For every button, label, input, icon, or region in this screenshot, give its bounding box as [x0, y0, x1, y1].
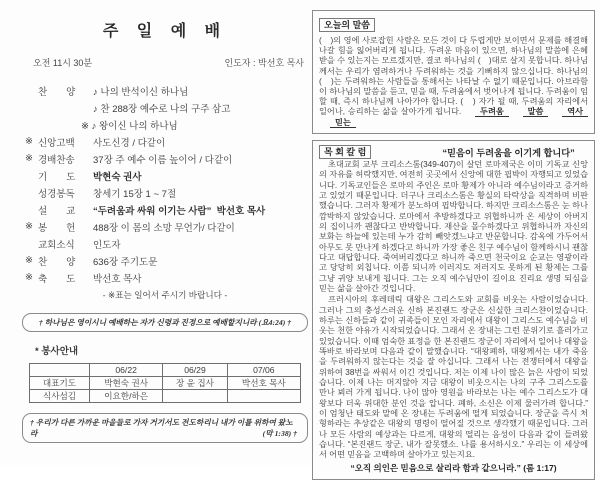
todays-word-heading: 오늘의 말씀 [319, 18, 375, 32]
order-item-content: 박현숙 권사 [93, 171, 142, 183]
stand-marker: ※ [25, 272, 33, 283]
page-title: 주 일 예 배 [102, 23, 228, 40]
worship-order-section [22, 18, 308, 443]
order-item-offering [22, 218, 308, 235]
table-header-cell: 06/22 [90, 364, 163, 377]
table-cell: 장 윤 집사 [163, 377, 227, 390]
articles-section [312, 10, 595, 480]
table-header-cell: 06/29 [163, 364, 227, 377]
order-item-label: 교회소식 [38, 239, 75, 251]
order-item-benediction [22, 269, 308, 286]
order-item-content: 박선호 목사 [93, 273, 142, 285]
row-label: 식사섬김 [30, 390, 90, 403]
service-guide-heading: * 봉사안내 [35, 346, 79, 357]
pastoral-column-box [312, 140, 595, 480]
answer-word: 말씀 [523, 107, 549, 117]
pastoral-column-header [319, 145, 588, 159]
order-item-label: 기 도 [38, 171, 76, 183]
order-item-praise-2 [22, 99, 308, 116]
row-label: 대표기도 [30, 377, 90, 390]
table-header-cell [30, 364, 90, 377]
order-item-content: 창세기 15장 1 ~ 7절 [93, 188, 177, 200]
order-item-label: 축 도 [38, 273, 76, 285]
todays-word-body [319, 36, 588, 128]
order-item-hymn [22, 150, 308, 167]
order-item-content: ♪ 나의 반석이신 하나님 [93, 86, 189, 98]
verse-box-bottom [22, 413, 308, 443]
answer-word: 믿는 [330, 118, 356, 128]
verse-box-top: † 하나님은 영이시니 예배하는 자가 신령과 진정으로 예배할지니라 (요4:24) † [22, 313, 308, 332]
order-item-content: 사도신경 / 다같이 [93, 137, 166, 149]
order-item-label: 경배찬송 [38, 154, 75, 166]
order-item-content: 488장 이 몸의 소망 무언가/ 다같이 [93, 222, 235, 234]
todays-word-text: ( )의 영에 사로잡힌 사람은 모든 것이 다 두렵게만 보이면서 문제를 해결해 나갈 힘을 잃어버리게 됩니다. 두려운 마음이 있으면, 하나님의 말씀에 은혜받을 수 있는지는 모르겠지만, 결코 하나님의 ( )대로 살지 못합니다. 하나님께서는 우리가 염려하거나 두려워하는 것을 기뻐하지 않으십니다. 하나님의 ( )는 두려워하는 사람들을 통해서는 나타날 수 없기 때문입니다. 아브라함이 하나님의 말씀을 듣고, 믿을 때, 두려움에서 벗어나게 됩니다. 두려움이 임할 때, 즉시 하나님께 나아가야 합니다. ( ) 자가 될 때, 두려움의 자리에서 일어나, 승리하는 삶을 살아가게 됩니다. [319, 36, 588, 117]
todays-word-box [312, 10, 595, 134]
order-item-content: 인도자 [93, 239, 121, 251]
table-cell [163, 390, 227, 403]
table-row [30, 390, 301, 403]
order-item-praise [22, 82, 308, 99]
stand-marker: ※ [25, 255, 33, 266]
service-table-header-row [30, 364, 301, 377]
table-cell: 박선호 목사 [227, 377, 300, 390]
order-item-sermon [22, 201, 308, 218]
order-item-content: “두려움과 싸워 이기는 사람” 박선호 목사 [93, 205, 266, 217]
service-table [29, 363, 301, 403]
order-item-content: 636장 주기도문 [93, 256, 158, 268]
answer-word: 역사 [562, 107, 588, 117]
verse-text: † 우리가 다른 가까운 마을들로 가자 거기서도 전도하리니 내가 이를 위하여 왔노라 [30, 418, 293, 438]
closing-verse: “오직 의인은 믿음으로 살리라 함과 같으니라.” (롬 1:17) [350, 462, 557, 473]
table-cell [227, 390, 300, 403]
table-cell: 이요한/하은 [90, 390, 163, 403]
stand-marker: ※ [25, 221, 33, 232]
stand-marker: ※ [25, 153, 33, 164]
worship-order-list [22, 82, 308, 286]
order-item-label: 찬 양 [38, 256, 76, 268]
answer-word: 두려움 [475, 107, 509, 117]
verse-reference: (막 1:38) † [262, 429, 297, 438]
order-item-label: 성경봉독 [38, 188, 75, 200]
stand-marker: ※ [25, 136, 33, 147]
order-item-label: 봉 헌 [38, 222, 76, 234]
order-item-content: ♪ 찬 288장 예수로 나의 구주 삼고 [93, 103, 231, 115]
table-cell: 박현숙 권사 [90, 377, 163, 390]
order-item-praise-3 [22, 116, 308, 133]
table-header-cell: 07/06 [227, 364, 300, 377]
pastoral-column-heading: 목 회 칼 럼 [319, 145, 371, 159]
pastoral-column-paragraph-2: 프러시아의 후레데릭 대왕은 그리스도와 교회를 비웃는 사람이었습니다. 그러나 그의 충성스러운 신하 본진랜드 장군은 신실한 크리스챤이었습니다. 하루는 신하들과 같이 귀족들이 모인 자리에서 대왕이 그리스도 예수님을 비웃는 천한 야유가 시작되었습니다. 그래서 온 장내는 그런 분위기로 흘러가고 있었습니다. 이때 엄숙한 표정을 한 본진랜드 장군이 자리에서 일어나 대왕을 똑바로 바라보며 다음과 같이 말했습니다. “대왕폐하, 대왕께서는 내가 죽음을 두려워하지 않는다는 것을 잘 아십니다. 그래서 나는 전쟁터에서 대왕을 위하여 38번을 싸워서 이긴 것입니다. 저는 이제 나이 많은 늙은 사람이 되었습니다. 이제 나는 머지않아 지금 대왕이 비웃으시는 나의 구주 그리스도를 만나 뵈러 가게 됩니다. 나이 많아 영원을 바라보는 나는 예수 그리스도가 대왕보다 더욱 위대한 분인 것을 압니다. 폐하, 소신은 이제 물러가려 합니다.” 이 엄청난 태도와 말에 온 장내는 두려움에 떨게 되었습니다. 장군을 즉시 처형하라는 추상같은 대왕의 명령이 떨어질 것으로 생각했기 때문입니다. 그러나 모든 사람의 예상과는 다르게, 대왕의 떨리는 음성이 다음과 같이 들려왔습니다. “본진랜드 장군, 내가 잘못했소. 나를 용서하시오.” 우리는 이 세상에서 어떤 믿음을 고백하며 살아가고 있는지요. [319, 295, 588, 460]
order-item-content: ※ ♪ 왕이신 나의 하나님 [81, 120, 178, 132]
order-item-content: 37장 주 예수 이름 높이어 / 다같이 [93, 154, 233, 166]
order-item-label: 설 교 [38, 205, 76, 217]
order-item-prayer [22, 167, 308, 184]
stand-note: - ※표는 일어서 주시기 바랍니다 - [102, 290, 228, 300]
table-row [30, 377, 301, 390]
order-item-closing-hymn [22, 252, 308, 269]
pastoral-column-title: “믿음이 두려움을 이기게 합니다” [442, 147, 575, 158]
order-item-label: 신앙고백 [38, 137, 75, 149]
pastoral-column-paragraph-1: 초대교회 교부 크리소스톰(349-407)이 살던 로마제국은 이미 기독교 신앙의 자유를 허락했지만, 여전히 곳곳에서 신앙에 대한 핍박이 자행되고 있었습니다. 기독교인들은 로마의 주인은 로마 황제가 아니라 예수님이라고 증거하고 있었기 때문입니다. 더구나 크리소스톰은 황실의 타락상을 직격하며 비판했습니다. 그러자 황제가 분노하며 핍박합니다. 하지만 크리소스톰은 눈 하나 깜박하지 않았습니다. 로마에서 추방하겠다고 위협하니까 온 세상이 아버지의 집이니까 괜찮다고 반박합니다. 재산을 몰수하겠다고 위협하니까 자신의 보화는 하늘에 있는데 누가 감히 빼앗겠느냐고 반문합니다. 감옥에 가두어서 아무도 못 만나게 하겠다고 하니까 가장 좋은 친구 예수님이 함께하시니 괜찮다고 대답합니다. 죽여버리겠다고 하니까 죽으면 천국이요 순교는 영광이라고 당당히 외칩니다. 이쯤 되니까 이러지도 저러지도 못하게 된 황제는 그를 그냥 귀양 보내게 됩니다. 그는 오직 예수님만이 길이요 진리요 생명 되심을 믿는 삶을 살아간 것입니다. [319, 159, 588, 293]
service-time: 오전 11시 30분 [33, 58, 93, 68]
order-item-scripture [22, 184, 308, 201]
order-item-creed [22, 133, 308, 150]
service-meta [22, 56, 308, 69]
order-item-announcements [22, 235, 308, 252]
service-leader: 인도자 : 박선호 목사 [224, 58, 304, 68]
order-item-label: 찬 양 [38, 86, 76, 98]
